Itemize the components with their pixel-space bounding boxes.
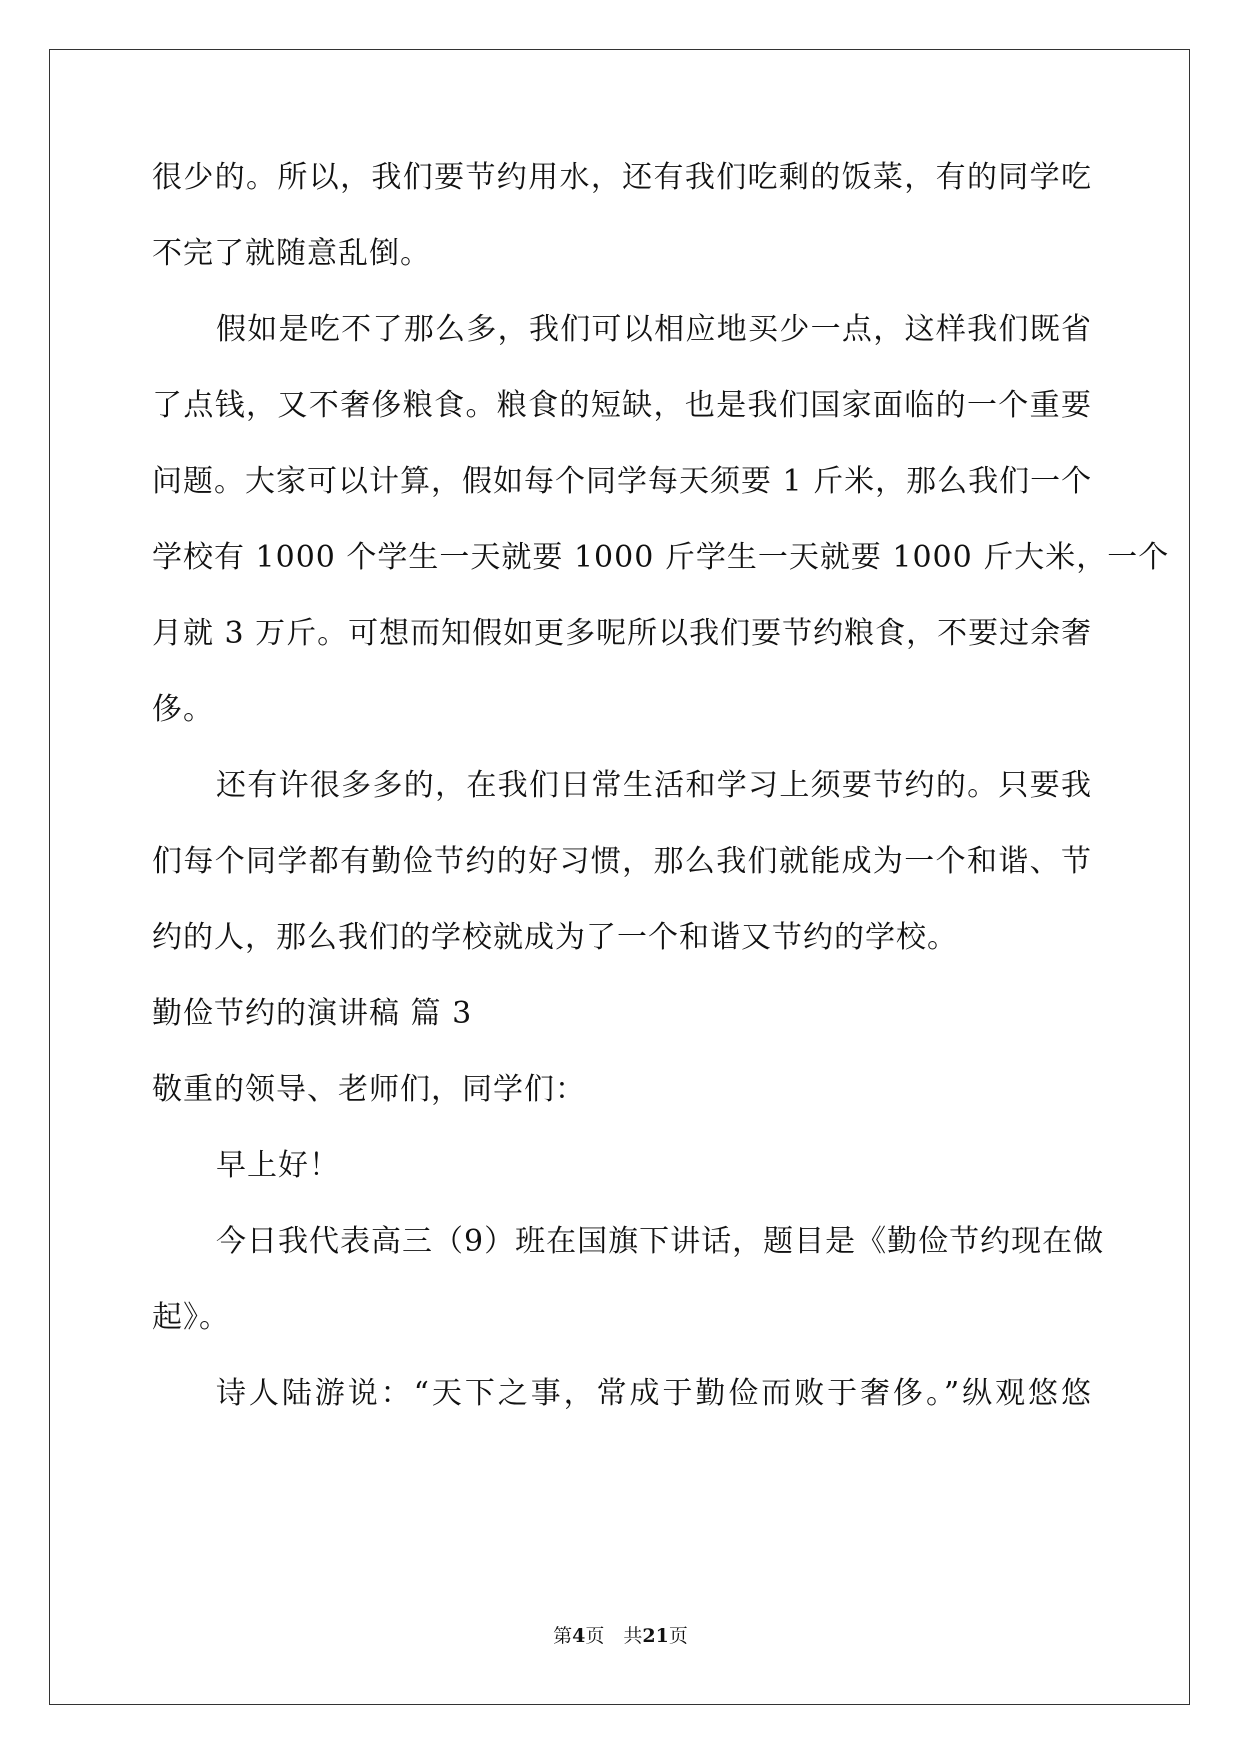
footer-suffix: 页 xyxy=(668,1625,688,1647)
footer-total-pages: 21 xyxy=(642,1625,669,1647)
section-heading: 勤俭节约的演讲稿 篇 3 xyxy=(152,996,473,1031)
text-line: 还有许很多多的，在我们日常生活和学习上须要节约的。只要我 xyxy=(216,768,1092,803)
footer-mid: 页 共 xyxy=(585,1625,643,1647)
text-line: 问题。大家可以计算，假如每个同学每天须要 1 斤米，那么我们一个 xyxy=(152,464,1093,499)
text-line: 很少的。所以，我们要节约用水，还有我们吃剩的饭菜，有的同学吃 xyxy=(152,160,1092,195)
text-line: 不完了就随意乱倒。 xyxy=(152,236,431,271)
salutation: 敬重的领导、老师们，同学们： xyxy=(152,1072,586,1107)
text-line: 月就 3 万斤。可想而知假如更多呢所以我们要节约粮食，不要过余奢 xyxy=(152,616,1093,651)
page-footer xyxy=(0,1624,1241,1648)
footer-prefix: 第 xyxy=(553,1625,573,1647)
text-line: 约的人，那么我们的学校就成为了一个和谐又节约的学校。 xyxy=(152,920,958,955)
text-line: 起》。 xyxy=(152,1300,230,1335)
text-line: 侈。 xyxy=(152,692,214,727)
text-line: 学校有 1000 个学生一天就要 1000 斤学生一天就要 1000 斤大米，一个 xyxy=(152,540,1170,575)
text-line: 诗人陆游说：“天下之事，常成于勤俭而败于奢侈。”纵观悠悠 xyxy=(216,1376,1092,1411)
text-line: 了点钱，又不奢侈粮食。粮食的短缺，也是我们国家面临的一个重要 xyxy=(152,388,1092,423)
footer-page-number: 4 xyxy=(572,1625,586,1647)
text-line: 今日我代表高三（9）班在国旗下讲话，题目是《勤俭节约现在做 xyxy=(216,1224,1105,1259)
text-line: 假如是吃不了那么多，我们可以相应地买少一点，这样我们既省 xyxy=(216,312,1092,347)
greeting: 早上好！ xyxy=(216,1148,340,1183)
text-line: 们每个同学都有勤俭节约的好习惯，那么我们就能成为一个和谐、节 xyxy=(152,844,1092,879)
